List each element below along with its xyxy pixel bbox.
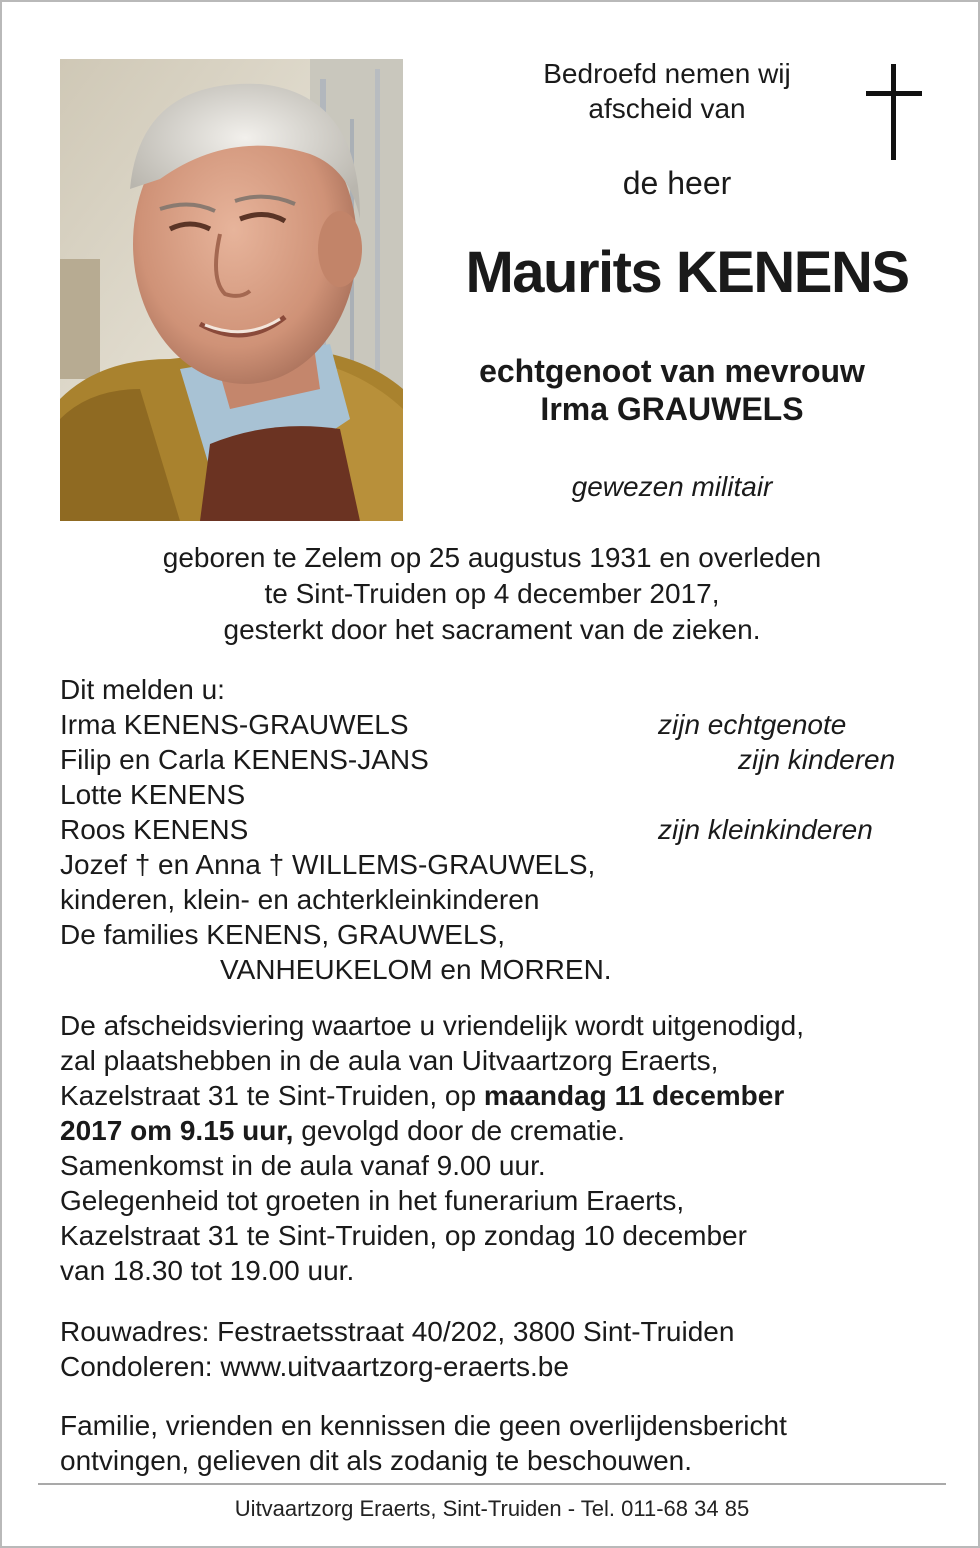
portrait-image <box>60 59 403 521</box>
deceased-name: Maurits KENENS <box>465 240 909 305</box>
announcer-name: Lotte KENENS <box>60 779 246 810</box>
spouse-info <box>442 352 902 428</box>
announcer-name: Filip en Carla KENENS-JANS <box>60 744 429 775</box>
announcer-name: Roos KENENS <box>60 814 249 845</box>
birth-death-text <box>62 540 922 648</box>
announcer-name: kinderen, klein- en achterkleinkinderen <box>60 884 540 915</box>
list-item <box>60 847 930 882</box>
list-item <box>60 707 930 742</box>
occupation: gewezen militair <box>571 471 773 502</box>
announcer-name: De families KENENS, GRAUWELS, <box>60 919 505 950</box>
mourning-address: Rouwadres: Festraetsstraat 40/202, 3800 Sint-Truiden <box>60 1316 735 1347</box>
announcer-relation: zijn kleinkinderen <box>658 814 873 845</box>
ceremony-line <box>60 1078 940 1113</box>
ceremony-line: Samenkomst in de aula vanaf 9.00 uur. <box>60 1150 546 1181</box>
title-prefix: de heer <box>622 165 732 201</box>
announcers-list <box>60 672 930 987</box>
birth-death-line-1: geboren te Zelem op 25 augustus 1931 en overleden <box>162 542 822 573</box>
list-item <box>60 742 930 777</box>
notice-text <box>60 1408 940 1478</box>
notice-line-1: Familie, vrienden en kennissen die geen overlijdensbericht <box>60 1410 787 1441</box>
announcers-heading <box>60 672 930 707</box>
ceremony-text: gevolgd door de crematie. <box>293 1115 625 1146</box>
notice-line-2: ontvingen, gelieven dit als zodanig te beschouwen. <box>60 1445 692 1476</box>
footer-text: Uitvaartzorg Eraerts, Sint-Truiden - Tel. 011-68 34 85 <box>234 1496 750 1521</box>
ceremony-text: Kazelstraat 31 te Sint-Truiden, op <box>60 1080 484 1111</box>
list-item <box>60 812 930 847</box>
list-item <box>60 777 930 812</box>
cross-icon <box>864 64 924 160</box>
ceremony-line <box>60 1113 940 1148</box>
spouse-line-2: Irma GRAUWELS <box>540 391 804 427</box>
birth-death-line-3: gesterkt door het sacrament van de zieken. <box>223 614 761 645</box>
contact-info <box>60 1314 940 1384</box>
ceremony-details <box>60 1008 940 1288</box>
ceremony-line: De afscheidsviering waartoe u vriendelijk wordt uitgenodigd, <box>60 1010 804 1041</box>
intro-text <box>472 56 862 126</box>
footer-divider <box>38 1483 946 1485</box>
list-item <box>60 917 930 952</box>
announcer-relation: zijn kinderen <box>738 744 896 775</box>
ceremony-line: zal plaatshebben in de aula van Uitvaartzorg Eraerts, <box>60 1045 719 1076</box>
spouse-line-1: echtgenoot van mevrouw <box>479 353 865 389</box>
ceremony-line: Kazelstraat 31 te Sint-Truiden, op zondag 10 december <box>60 1220 747 1251</box>
ceremony-time: 2017 om 9.15 uur, <box>60 1115 294 1146</box>
announcer-name: VANHEUKELOM en MORREN. <box>220 954 612 985</box>
list-item <box>60 952 930 987</box>
ceremony-line: van 18.30 tot 19.00 uur. <box>60 1255 355 1286</box>
portrait-photo <box>60 59 403 521</box>
ceremony-date: maandag 11 december <box>483 1080 785 1111</box>
intro-line-1: Bedroefd nemen wij <box>543 58 791 89</box>
birth-death-line-2: te Sint-Truiden op 4 december 2017, <box>264 578 720 609</box>
announcer-name: Irma KENENS-GRAUWELS <box>60 709 409 740</box>
announcer-name: Jozef † en Anna † WILLEMS-GRAUWELS, <box>60 849 596 880</box>
ceremony-line: Gelegenheid tot groeten in het funerarium Eraerts, <box>60 1185 685 1216</box>
announcers-heading-text: Dit melden u: <box>60 674 225 705</box>
announcer-relation: zijn echtgenote <box>658 709 847 740</box>
condolence-link[interactable]: Condoleren: www.uitvaartzorg-eraerts.be <box>60 1351 569 1382</box>
intro-line-2: afscheid van <box>588 93 746 124</box>
list-item <box>60 882 930 917</box>
